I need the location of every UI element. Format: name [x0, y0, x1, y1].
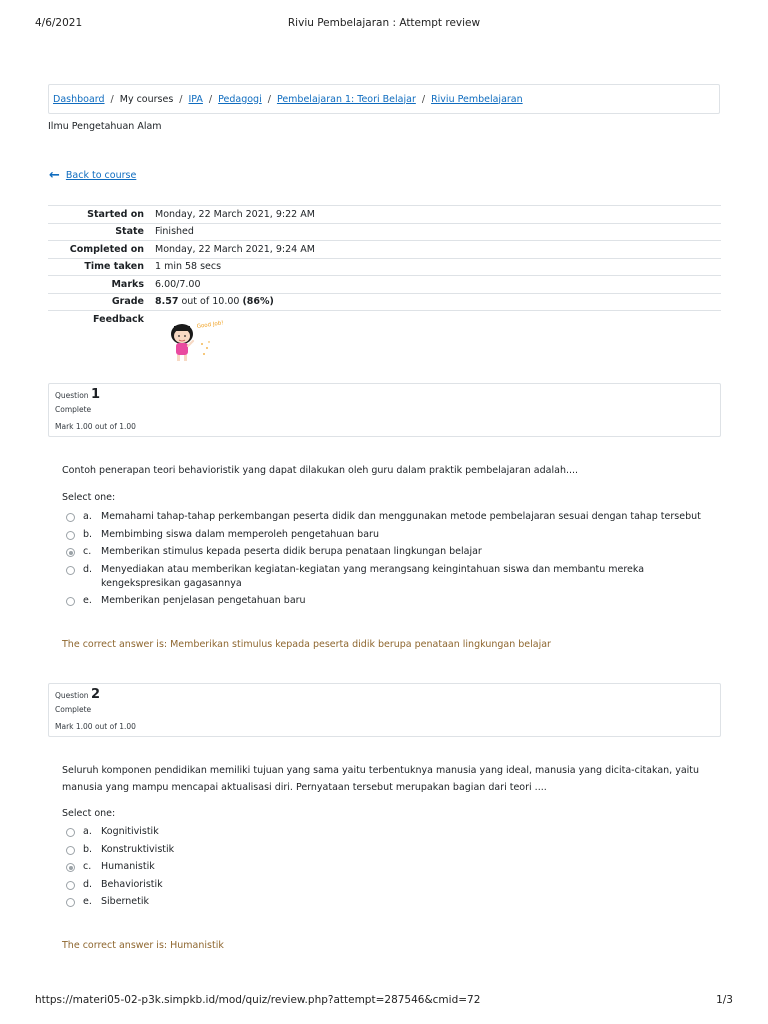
correct-answer-feedback-2: The correct answer is: Humanistik: [62, 940, 224, 951]
question-state: Complete: [55, 405, 92, 414]
correct-answer-feedback-1: The correct answer is: Memberikan stimulus kepada peserta didik berupa penataan lingkungan belajar: [62, 639, 551, 650]
breadcrumb-separator: /: [421, 93, 426, 105]
print-date: 4/6/2021: [35, 17, 83, 29]
question-text-2: Seluruh komponen pendidikan memiliki tujuan yang sama yaitu terbentuknya manusia yang ideal, manusia yang dicita-citakan, yaitu manusia yang mampu mencapai aktualisasi diri. Pernyataan tersebut merupakan bagian dari teori ....: [62, 765, 700, 793]
breadcrumb-separator: /: [110, 93, 114, 105]
summary-row-started: [48, 206, 721, 224]
question-info-2: [48, 683, 721, 737]
answer-option[interactable]: [66, 878, 716, 892]
answer-letter: c.: [83, 861, 92, 872]
answer-text: Konstruktivistik: [101, 843, 175, 855]
answer-option[interactable]: [66, 843, 716, 857]
marks-label: Marks: [48, 276, 149, 294]
breadcrumb-separator: /: [267, 93, 271, 105]
summary-row-completed: [48, 241, 721, 259]
radio-button-selected[interactable]: [66, 863, 75, 872]
summary-row-time: [48, 258, 721, 276]
select-one-label-2: Select one:: [62, 808, 116, 819]
answer-option[interactable]: [66, 528, 716, 542]
arrow-left-icon: ←: [49, 167, 60, 183]
summary-row-grade: [48, 293, 721, 311]
answer-list-2: [66, 825, 716, 913]
print-page-number: 1/3: [716, 994, 733, 1006]
answer-text: Menyediakan atau memberikan kegiatan-kegiatan yang merangsang keingintahuan siswa dan membantu mereka kengekspresikan gagasannya: [101, 563, 645, 589]
question-label: Question: [55, 691, 89, 700]
answer-option[interactable]: [66, 510, 716, 524]
radio-button[interactable]: [66, 898, 75, 907]
question-info-1: [48, 383, 721, 437]
radio-button[interactable]: [66, 566, 75, 575]
state-label: State: [48, 223, 149, 241]
completed-value: Monday, 22 March 2021, 9:24 AM: [149, 241, 721, 259]
course-name: Ilmu Pengetahuan Alam: [48, 121, 162, 132]
answer-option[interactable]: [66, 545, 716, 559]
answer-letter: b.: [83, 843, 93, 855]
breadcrumb-dashboard[interactable]: Dashboard: [53, 93, 105, 105]
answer-option[interactable]: [66, 563, 716, 591]
answer-letter: b.: [83, 528, 93, 540]
answer-text: Behavioristik: [101, 878, 163, 890]
summary-row-feedback: [48, 311, 721, 370]
print-title: Riviu Pembelajaran : Attempt review: [287, 17, 481, 29]
summary-row-state: [48, 223, 721, 241]
select-one-label-1: Select one:: [62, 492, 116, 503]
radio-button[interactable]: [66, 828, 75, 837]
breadcrumb-pedagogi[interactable]: Pedagogi: [218, 93, 262, 105]
state-value: Finished: [149, 223, 721, 241]
answer-text: Memberikan penjelasan pengetahuan baru: [101, 595, 306, 606]
answer-text: Memberikan stimulus kepada peserta didik berupa penataan lingkungan belajar: [101, 546, 482, 557]
radio-button[interactable]: [66, 531, 75, 540]
feedback-value: [149, 311, 721, 370]
answer-text: Membimbing siswa dalam memperoleh pengetahuan baru: [101, 528, 379, 540]
breadcrumb-my-courses: My courses: [119, 93, 174, 105]
grade-percent: (86%): [242, 296, 274, 308]
answer-letter: d.: [83, 878, 93, 890]
time-label: Time taken: [48, 258, 149, 276]
feedback-label: Feedback: [48, 311, 149, 370]
radio-button[interactable]: [66, 846, 75, 855]
radio-button-selected[interactable]: [66, 548, 75, 557]
question-state: Complete: [55, 705, 92, 714]
question-number: 1: [90, 387, 100, 402]
answer-letter: c.: [83, 546, 92, 557]
grade-label: Grade: [48, 293, 149, 311]
print-header: [0, 17, 768, 31]
breadcrumb-ipa[interactable]: IPA: [188, 93, 203, 105]
answer-list-1: [66, 510, 716, 612]
sticker-lettering: Good Job!: [196, 320, 224, 330]
breadcrumb-riviu[interactable]: Riviu Pembelajaran: [431, 93, 523, 105]
radio-button[interactable]: [66, 881, 75, 890]
question-number: 2: [90, 687, 100, 702]
answer-option[interactable]: [66, 860, 716, 874]
back-to-course-label[interactable]: Back to course: [65, 170, 137, 181]
grade-value: [149, 293, 721, 311]
breadcrumb: [48, 84, 720, 114]
answer-letter: e.: [83, 896, 92, 907]
question-mark: Mark 1.00 out of 1.00: [55, 422, 136, 431]
grade-score: 8.57: [155, 296, 179, 308]
answer-letter: d.: [83, 563, 93, 575]
answer-letter: a.: [83, 511, 92, 522]
radio-button[interactable]: [66, 513, 75, 522]
question-text-1: Contoh penerapan teori behavioristik yang dapat dilakukan oleh guru dalam praktik pembelajaran adalah....: [62, 465, 579, 476]
answer-option[interactable]: [66, 895, 716, 909]
breadcrumb-separator: /: [179, 93, 183, 105]
answer-letter: e.: [83, 595, 92, 606]
answer-text: Kognitivistik: [101, 826, 159, 837]
answer-option[interactable]: [66, 594, 716, 608]
print-url: https://materi05-02-p3k.simpkb.id/mod/quiz/review.php?attempt=287546&cmid=72: [35, 994, 481, 1006]
time-value: 1 min 58 secs: [149, 258, 721, 276]
answer-text: Memahami tahap-tahap perkembangan peserta didik dan menggunakan metode pembelajaran sesuai dengan tahap tersebut: [101, 511, 701, 522]
back-to-course-link[interactable]: [49, 167, 137, 183]
started-label: Started on: [48, 206, 149, 224]
marks-value: 6.00/7.00: [149, 276, 721, 294]
attempt-summary-table: [48, 205, 721, 369]
summary-row-marks: [48, 276, 721, 294]
good-job-sticker-image: [155, 314, 225, 366]
answer-letter: a.: [83, 826, 92, 837]
question-mark: Mark 1.00 out of 1.00: [55, 722, 136, 731]
answer-text: Humanistik: [101, 861, 155, 872]
completed-label: Completed on: [48, 241, 149, 259]
answer-text: Sibernetik: [101, 896, 150, 907]
started-value: Monday, 22 March 2021, 9:22 AM: [149, 206, 721, 224]
radio-button[interactable]: [66, 597, 75, 606]
question-label: Question: [55, 391, 89, 400]
breadcrumb-separator: /: [208, 93, 213, 105]
breadcrumb-pembelajaran-1[interactable]: Pembelajaran 1: Teori Belajar: [276, 93, 416, 105]
answer-option[interactable]: [66, 825, 716, 839]
grade-out-of: out of 10.00: [178, 296, 243, 308]
